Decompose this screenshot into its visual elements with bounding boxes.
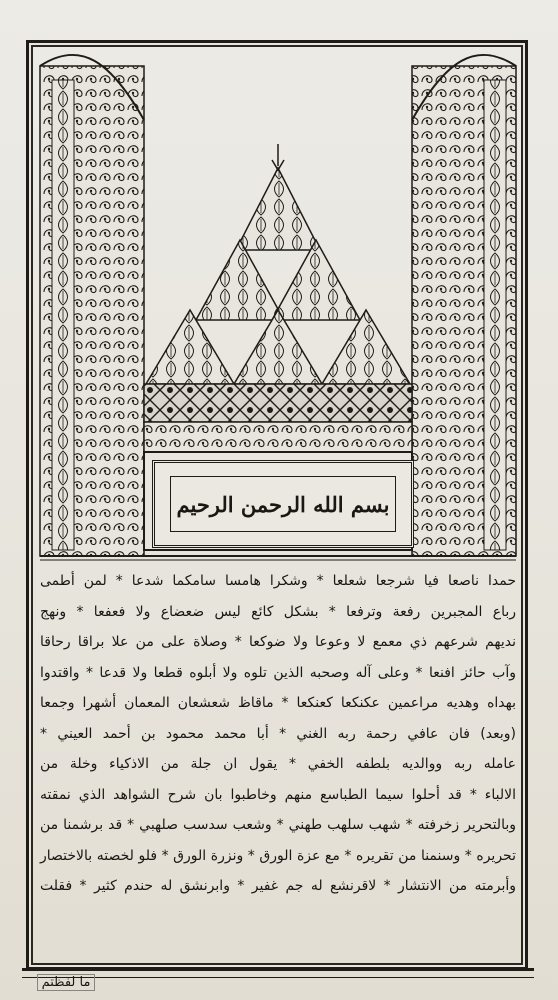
catchword — [36, 974, 96, 996]
text-line: تحريره * وسنمنا من تقريره * مع عزة الورق * ونزرة الورق * فلو لخصته بالاختصار — [40, 847, 516, 864]
text-line: (وبعد) فان عافي رحمة ربه الغني * أبا محمد محمود بن أحمد العيني * — [40, 725, 516, 742]
text-line: نديهم شرعهم ذي معمع لا وعوعا ولا ضوكعا * وصلاة على من علا براقا رحاقا — [40, 634, 516, 650]
text-line: حمدا ناصعا فيا شرجعا شعلعا * وشكرا هامسا سامكما شدعا * لمن أطمى — [40, 573, 516, 589]
text-line: بهداه وهديه مراعمين عكنكعا كعنكعا * ماقاظ شعشعان المعمان أشهرا وجمعا — [40, 695, 516, 711]
body-text — [34, 566, 522, 962]
basmala-inner-frame — [170, 476, 396, 532]
catchword-text: ما لفظتم — [37, 974, 96, 991]
text-line: وآب حائز افنعا * وعلى آله وصحبه الذين تلوه ولا أبلوه قطعا ولا قدعا * واقتدوا — [40, 664, 516, 681]
text-line: وأبرمته من الانتشار * لاقرنشع له جم غفير * وابرنشق له حندم كثير * فقلت — [40, 878, 516, 894]
bottom-rule — [22, 968, 534, 978]
text-line: عامله ربه ووالديه بلطفه الخفي * يقول ان جلة من الاذكياء وخلة من — [40, 756, 516, 772]
text-line: وبالتحرير زخرفته * شهب سلهب طهني * وشعب سدسب صلهبي * قد برشمنا من — [40, 817, 516, 833]
text-line: رباع المجبرين رفعة وترفعا * بشكل كائع ليس ضعضاع ولا فعفعا * ونهج — [40, 603, 516, 620]
text-line: الالباء * قد أحلوا سيما الطباسع منهم وخاطبوا بان شرح الشواهد الذي نمقته — [40, 786, 516, 803]
basmala-text: بسم الله الرحمن الرحيم — [176, 491, 390, 517]
basmala-cartouche — [152, 460, 414, 548]
